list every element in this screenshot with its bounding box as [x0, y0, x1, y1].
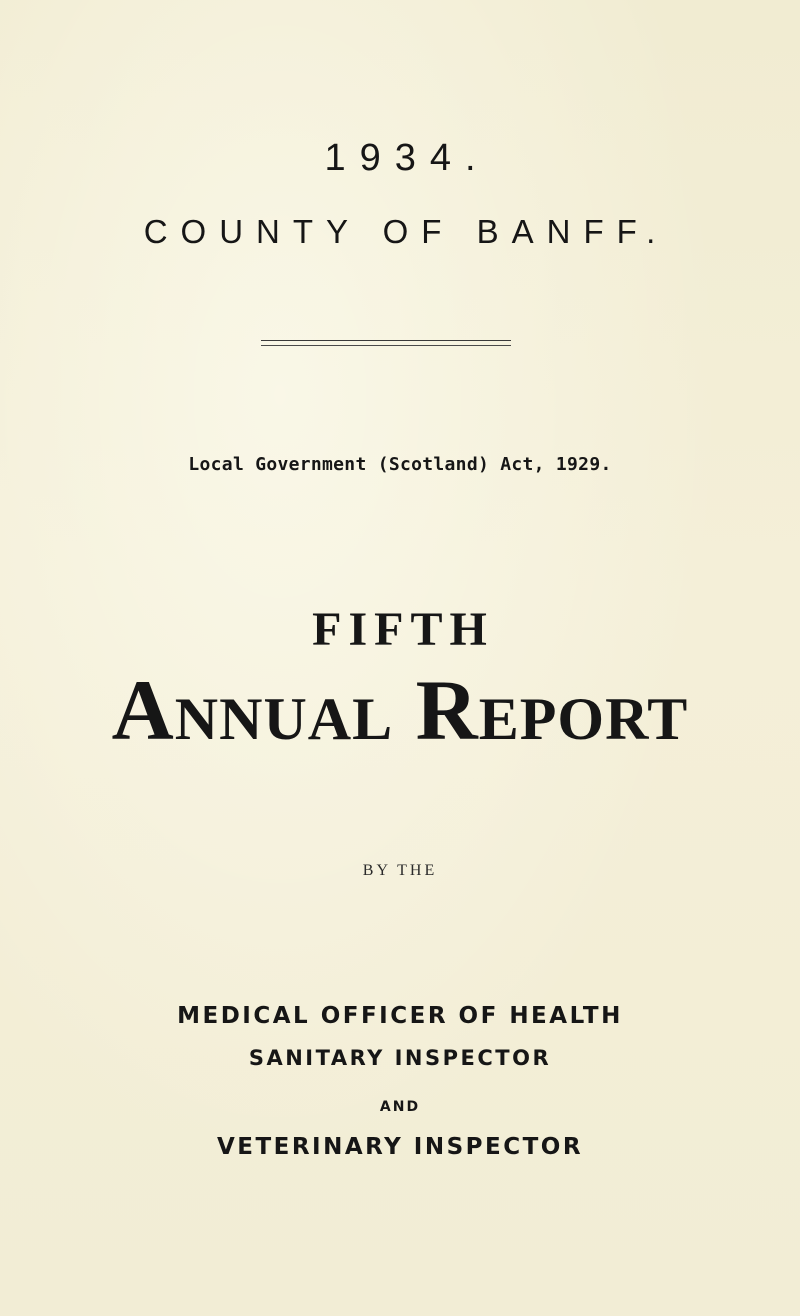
author-conjunction: AND — [379, 1099, 421, 1115]
report-ordinal: FIFTH — [312, 603, 494, 656]
by-line: BY THE — [362, 862, 438, 879]
divider-rule-top — [261, 340, 511, 341]
divider-rule-bottom — [261, 345, 511, 346]
report-title: Annual Report — [111, 662, 689, 758]
author-medical-officer: MEDICAL OFFICER OF HEALTH — [177, 1003, 623, 1029]
author-veterinary-inspector: VETERINARY INSPECTOR — [216, 1134, 584, 1160]
author-sanitary-inspector: SANITARY INSPECTOR — [248, 1046, 552, 1070]
report-year: 1934. — [324, 137, 490, 179]
county-heading: COUNTY OF BANFF. — [143, 213, 669, 250]
act-citation: Local Government (Scotland) Act, 1929. — [188, 454, 612, 475]
